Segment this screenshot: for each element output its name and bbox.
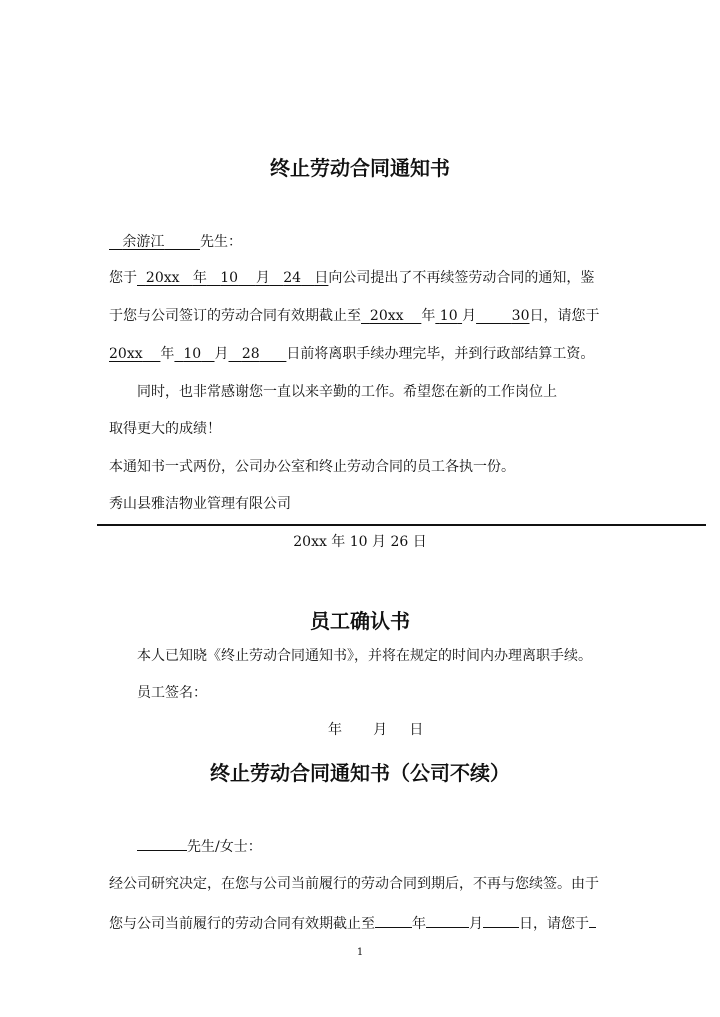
p3-day: 28 [241,346,260,362]
notice-2-paragraph-1: 经公司研究决定，在您与公司当前履行的劳动合同到期后，不再与您续签。由于 [109,876,599,892]
notice-2-title: 终止劳动合同通知书（公司不续） [210,761,510,785]
confirmation-date-line [328,721,423,739]
paragraph-4: 同时，也非常感谢您一直以来辛勤的工作。希望您在新的工作岗位上 [137,384,557,400]
p3-month: 10 [183,346,202,362]
recipient-line [109,233,242,251]
p1-rest: 向公司提出了不再续签劳动合同的通知，鉴 [328,270,595,286]
divider-line [97,524,706,526]
date-day-label: 日 [409,722,424,738]
name-blank [137,835,187,851]
notice-title: 终止劳动合同通知书 [270,156,450,180]
year-blank [375,912,412,928]
recipient-name: 余游江 [122,234,165,250]
trailing-blank [589,912,596,928]
confirmation-title: 员工确认书 [310,609,410,633]
month-blank [426,912,469,928]
notice-2-paragraph-2: 您与公司当前履行的劳动合同有效期截止至 年 月 日，请您于 [109,912,596,933]
page-number: 1 [356,947,364,958]
p3-rest: 日前将离职手续办理完毕，并到行政部结算工资。 [286,346,595,362]
p1-prefix: 您于 [109,270,137,286]
confirmation-statement: 本人已知晓《终止劳动合同通知书》，并将在规定的时间内办理离职手续。 [137,648,592,664]
signature-label: 员工签名： [137,685,207,701]
date-month-label: 月 [373,722,388,738]
paragraph-2: 于您与公司签订的劳动合同有效期截止至 20xx 年 10 月 30日，请您于 [109,308,600,324]
paragraph-1 [109,269,594,287]
date-year-label: 年 [328,722,342,738]
company-name: 秀山县雅洁物业管理有限公司 [109,496,291,512]
p2-rest: 日，请您于 [529,308,600,324]
salutation: 先生/女士： [187,839,262,855]
paragraph-5: 取得更大的成绩！ [109,421,221,437]
p3-year: 20xx [109,346,143,362]
p2-prefix: 于您与公司签订的劳动合同有效期截止至 [109,308,361,324]
p2-month: 10 [439,308,458,324]
notice-date: 20xx 年 10 月 26 日 [293,534,427,550]
day-blank [483,912,519,928]
paragraph-6: 本通知书一式两份，公司办公室和终止劳动合同的员工各执一份。 [109,459,515,475]
salutation-line [137,835,262,856]
p2-year: 20xx [369,308,404,324]
paragraph-3: 20xx 年 10 月 28 日前将离职手续办理完毕，并到行政部结算工资。 [109,346,595,362]
recipient-title: 先生： [199,234,242,250]
p2-day: 30 [511,308,530,324]
p1-date: 20xx 年 10 月 24 日 [145,270,329,286]
